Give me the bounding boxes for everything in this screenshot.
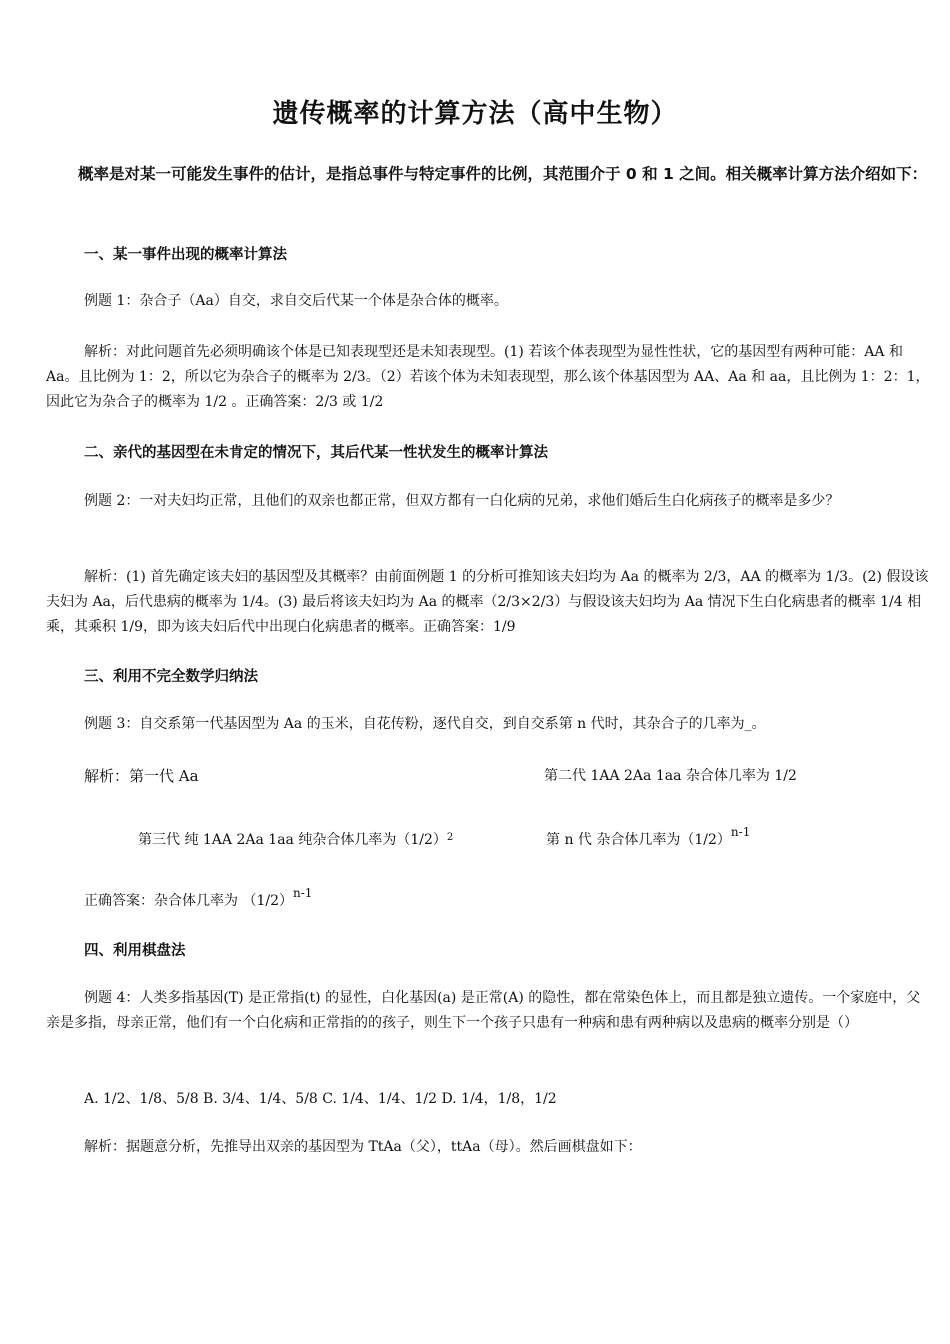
document-title: 遗传概率的计算方法（高中生物） <box>272 99 678 129</box>
generation-3-exponent: 2 <box>446 832 454 843</box>
section-4-example: 例题 4：人类多指基因(T) 是正常指(t) 的显性，白化基因(a) 是正常(A) 的隐性，都在常染色体上，而且都是独立遗传。一个家庭中，父亲是多指，母亲正常，他们有一个白化病和正常指的的孩子，则生下一个孩子只患有一种病和患有两种病以及患病的概率分别是（） <box>46 990 921 1031</box>
section-3-answer <box>84 886 313 910</box>
section-2-analysis: 解析：(1) 首先确定该夫妇的基因型及其概率？由前面例题 1 的分析可推知该夫妇均为 Aa 的概率为 2/3，AA 的概率为 1/3。(2) 假设该夫妇为 Aa，后代患病的概率为 1/4。(3) 最后将该夫妇均为 Aa 的概率（2/3×2/3）与假设该夫妇均为 Aa 情况下生白化病患者的概率 1/4 相乘，其乘积 1/9，即为该夫妇后代中出现白化病患者的概率。正确答案：1/9 <box>46 569 929 635</box>
answer-text: 正确答案：杂合体几率为 （1/2） <box>84 893 293 909</box>
section-1-analysis: 解析：对此问题首先必须明确该个体是已知表现型还是未知表现型。(1) 若该个体表现型为显性性状，它的基因型有两种可能：AA 和 Aa。且比例为 1：2，所以它为杂合子的概率为 2/3。（2）若该个体为未知表现型，那么该个体基因型为 AA、Aa 和 aa，且比例为 1：2：1，因此它为杂合子的概率为 1/2 。正确答案：2/3 或 1/2 <box>46 344 930 410</box>
section-2-heading: 二、亲代的基因型在未肯定的情况下，其后代某一性状发生的概率计算法 <box>84 445 548 461</box>
generation-n-text: 第 n 代 杂合体几率为（1/2） <box>546 832 731 848</box>
answer-exponent: n-1 <box>292 886 313 900</box>
generation-n-exponent: n-1 <box>730 825 751 839</box>
section-4-heading: 四、利用棋盘法 <box>84 943 186 959</box>
section-2-example: 例题 2：一对夫妇均正常，且他们的双亲也都正常，但双方都有一白化病的兄弟，求他们婚后生白化病孩子的概率是多少？ <box>84 493 840 509</box>
section-3-heading: 三、利用不完全数学归纳法 <box>84 669 258 685</box>
analysis-generation-3 <box>138 829 453 849</box>
generation-3-text: 第三代 纯 1AA 2Aa 1aa 纯杂合体几率为（1/2） <box>138 832 447 848</box>
analysis-generation-n <box>546 825 751 849</box>
section-3-example: 例题 3：自交系第一代基因型为 Aa 的玉米，自花传粉，逐代自交，到自交系第 n 代时，其杂合子的几率为_。 <box>84 716 766 732</box>
intro-paragraph: 概率是对某一可能发生事件的估计，是指总事件与特定事件的比例，其范围介于 0 和 1 之间。相关概率计算方法介绍如下： <box>78 165 928 183</box>
section-4-analysis: 解析：据题意分析，先推导出双亲的基因型为 TtAa（父），ttAa（母）。然后画棋盘如下： <box>84 1139 642 1155</box>
analysis-generation-1: 解析：第一代 Aa <box>84 767 199 785</box>
section-1-example: 例题 1：杂合子（Aa）自交，求自交后代某一个体是杂合体的概率。 <box>84 293 508 309</box>
section-4-options: A. 1/2、1/8、5/8 B. 3/4、1/4、5/8 C. 1/4、1/4、1/2 D. 1/4，1/8，1/2 <box>84 1091 557 1107</box>
analysis-generation-2: 第二代 1AA 2Aa 1aa 杂合体几率为 1/2 <box>544 768 797 784</box>
section-1-heading: 一、某一事件出现的概率计算法 <box>84 247 287 263</box>
